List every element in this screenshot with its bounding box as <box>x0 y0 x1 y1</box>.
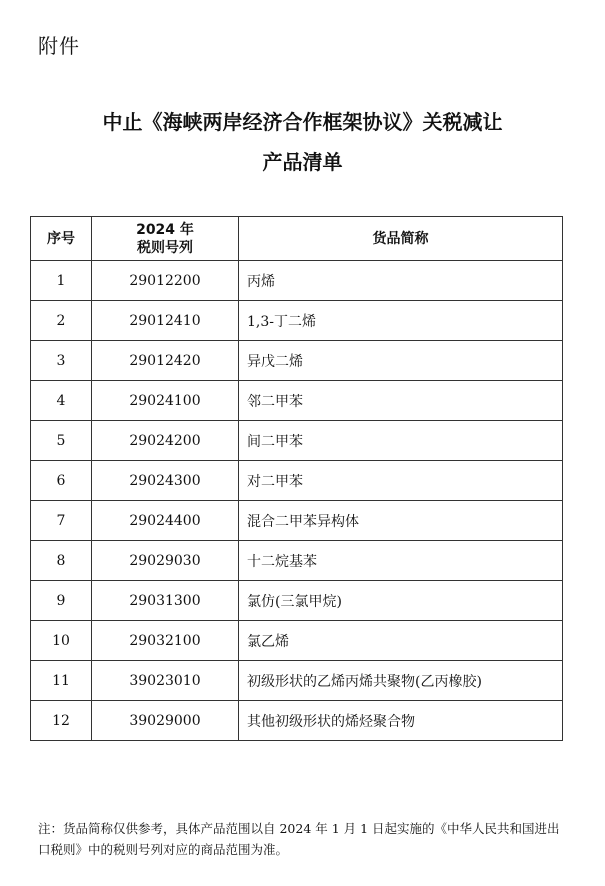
row-seq: 4 <box>31 381 92 421</box>
table-row <box>31 661 563 701</box>
row-seq: 7 <box>31 501 92 541</box>
row-product-name: 氯仿(三氯甲烷) <box>239 581 563 621</box>
header-tariff-code <box>92 217 239 261</box>
table-row <box>31 541 563 581</box>
row-product-name: 其他初级形状的烯烃聚合物 <box>239 701 563 741</box>
row-product-name: 1,3-丁二烯 <box>239 301 563 341</box>
header-tariff-code-year: 2024 年 <box>136 221 194 238</box>
table-row <box>31 421 563 461</box>
row-product-name: 间二甲苯 <box>239 421 563 461</box>
row-seq: 6 <box>31 461 92 501</box>
row-seq: 9 <box>31 581 92 621</box>
row-product-name: 混合二甲苯异构体 <box>239 501 563 541</box>
row-tariff-code: 29024300 <box>92 461 239 501</box>
document-title-line1: 中止《海峡两岸经济合作框架协议》关税减让 <box>102 110 503 134</box>
table-header-row <box>31 217 563 261</box>
row-seq: 3 <box>31 341 92 381</box>
header-product-name: 货品简称 <box>239 217 563 261</box>
row-product-name: 初级形状的乙烯丙烯共聚物(乙丙橡胶) <box>239 661 563 701</box>
table-row <box>31 341 563 381</box>
product-list-table <box>30 216 563 741</box>
row-product-name: 十二烷基苯 <box>239 541 563 581</box>
attachment-label: 附件 <box>38 34 80 58</box>
table-row <box>31 581 563 621</box>
row-seq: 1 <box>31 261 92 301</box>
row-tariff-code: 39023010 <box>92 661 239 701</box>
row-tariff-code: 29029030 <box>92 541 239 581</box>
row-seq: 12 <box>31 701 92 741</box>
table-row <box>31 701 563 741</box>
row-tariff-code: 29012410 <box>92 301 239 341</box>
footnote: 注：货品简称仅供参考，具体产品范围以自 2024 年 1 月 1 日起实施的《中华人民共和国进出口税则》中的税则号列对应的商品范围为准。 <box>38 821 560 857</box>
table-row <box>31 261 563 301</box>
table-row <box>31 381 563 421</box>
row-product-name: 异戊二烯 <box>239 341 563 381</box>
row-seq: 11 <box>31 661 92 701</box>
document-title-line2: 产品清单 <box>262 150 343 174</box>
row-tariff-code: 29024400 <box>92 501 239 541</box>
row-seq: 10 <box>31 621 92 661</box>
row-tariff-code: 39029000 <box>92 701 239 741</box>
header-tariff-code-label: 税则号列 <box>137 239 193 256</box>
row-tariff-code: 29024100 <box>92 381 239 421</box>
row-product-name: 邻二甲苯 <box>239 381 563 421</box>
row-tariff-code: 29012420 <box>92 341 239 381</box>
row-product-name: 对二甲苯 <box>239 461 563 501</box>
row-tariff-code: 29024200 <box>92 421 239 461</box>
row-seq: 8 <box>31 541 92 581</box>
row-seq: 2 <box>31 301 92 341</box>
row-product-name: 丙烯 <box>239 261 563 301</box>
row-seq: 5 <box>31 421 92 461</box>
table-row <box>31 621 563 661</box>
header-seq: 序号 <box>31 217 92 261</box>
table-row <box>31 501 563 541</box>
table-row <box>31 301 563 341</box>
row-tariff-code: 29031300 <box>92 581 239 621</box>
table-row <box>31 461 563 501</box>
row-tariff-code: 29032100 <box>92 621 239 661</box>
row-tariff-code: 29012200 <box>92 261 239 301</box>
row-product-name: 氯乙烯 <box>239 621 563 661</box>
